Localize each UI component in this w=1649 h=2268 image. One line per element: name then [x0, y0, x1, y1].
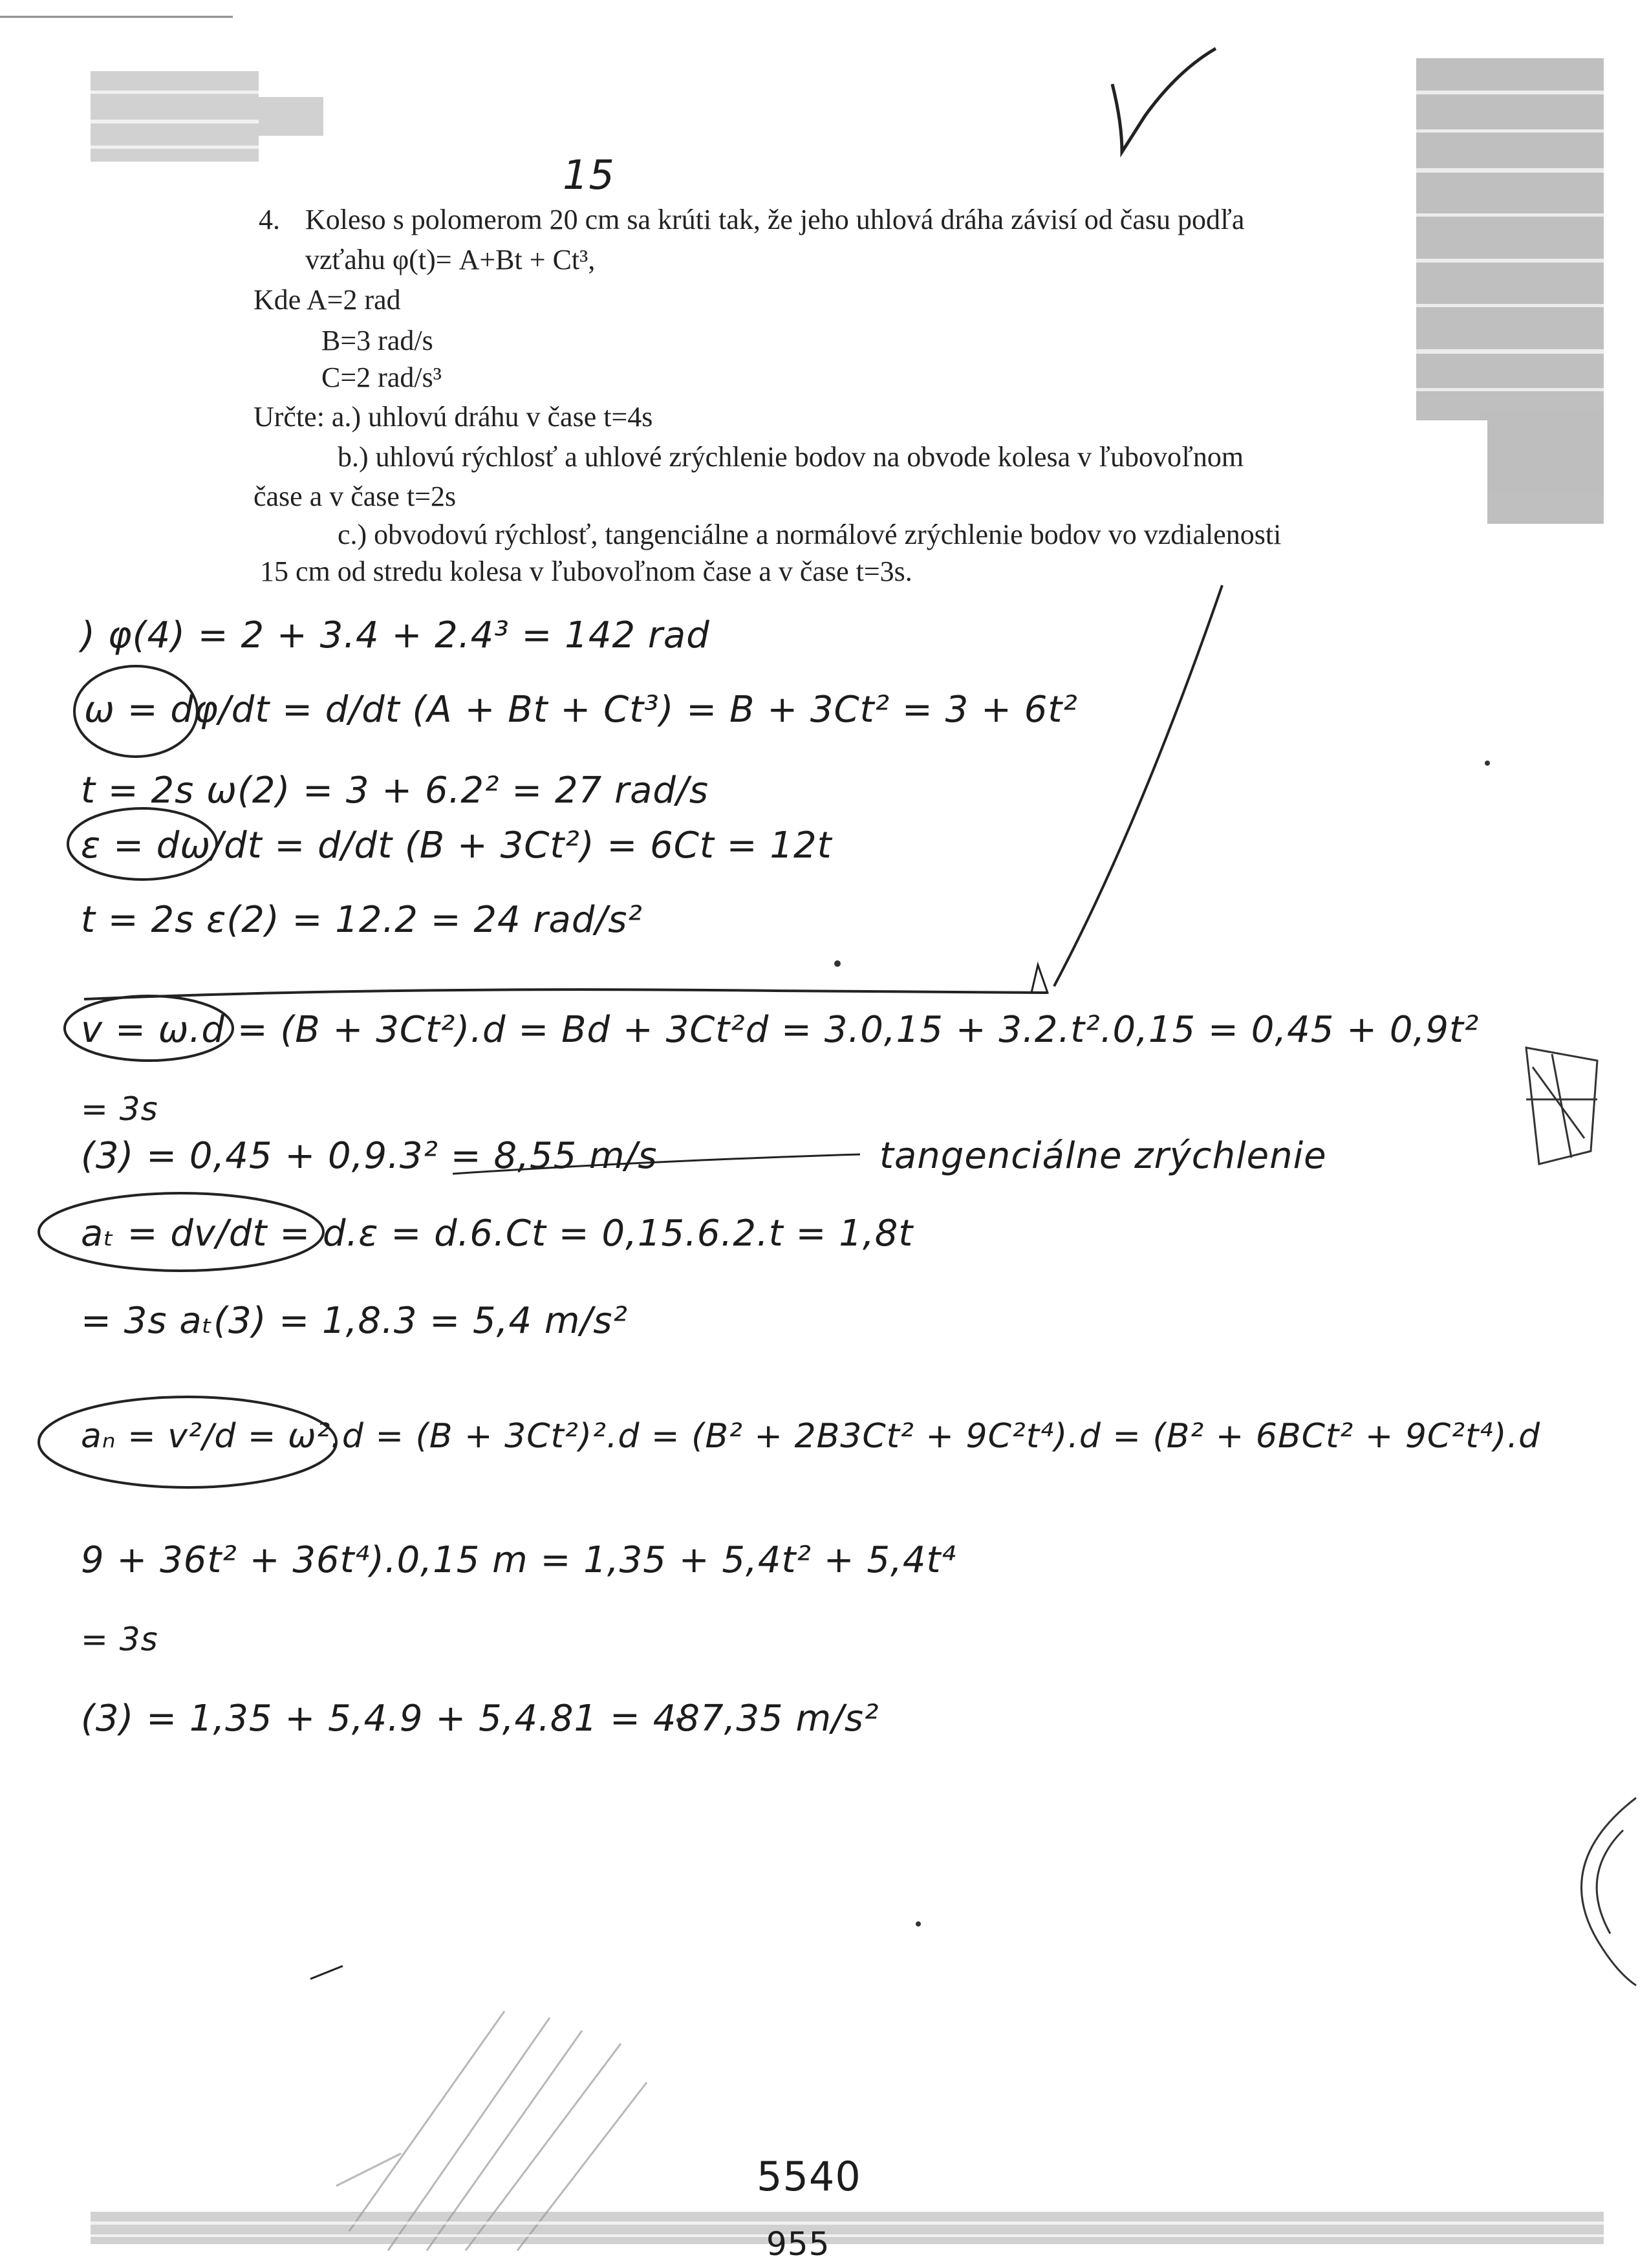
solution-angular-velocity: ω = dφ/dt = d/dt (A + Bt + Ct³) = B + 3Ct² = 3 + 6t²	[84, 689, 1078, 731]
problem-line-2: vzťahu φ(t)= A+Bt + Ct³,	[305, 244, 596, 275]
problem-number-handwritten: 15	[563, 151, 615, 199]
given-b: B=3 rad/s	[321, 325, 433, 356]
footer-number: 5540	[757, 2153, 861, 2200]
solution-angular-acceleration: ε = dω/dt = d/dt (B + 3Ct²) = 6Ct = 12t	[81, 825, 832, 867]
task-b-line-1: b.) uhlovú rýchlosť a uhlové zrýchlenie bodov na obvode kolesa v ľubovoľnom	[338, 441, 1244, 473]
solution-time-3s-a: = 3s	[81, 1090, 158, 1128]
task-c-line-2: 15 cm od stredu kolesa v ľubovoľnom čase a v čase t=3s.	[260, 556, 912, 587]
solution-tangential-acceleration: aₜ = dv/dt = d.ε = d.6.Ct = 0,15.6.2.t = 1,8t	[81, 1213, 914, 1255]
problem-line-1: Koleso s polomerom 20 cm sa krúti tak, že jeho uhlová dráha závisí od času podľa	[305, 204, 1245, 235]
solution-angular-path: ) φ(4) = 2 + 3.4 + 2.4³ = 142 rad	[81, 614, 710, 656]
solution-note-tangential: tangenciálne zrýchlenie	[879, 1135, 1327, 1177]
solution-angular-velocity-t2: t = 2s ω(2) = 3 + 6.2² = 27 rad/s	[81, 770, 709, 812]
solution-tangential-acceleration-t3: = 3s aₜ(3) = 1,8.3 = 5,4 m/s²	[81, 1300, 628, 1342]
solution-peripheral-velocity: v = ω.d = (B + 3Ct²).d = Bd + 3Ct²d = 3.0,15 + 3.2.t².0,15 = 0,45 + 0,9t²	[81, 1009, 1480, 1051]
footer-number-2: 955	[766, 2225, 830, 2263]
task-b-line-2: čase a v čase t=2s	[253, 481, 457, 512]
given-c: C=2 rad/s³	[321, 362, 442, 393]
task-c-line-1: c.) obvodovú rýchlosť, tangenciálne a normálové zrýchlenie bodov vo vzdialenosti	[338, 519, 1282, 550]
task-a: Určte: a.) uhlovú dráhu v čase t=4s	[253, 401, 653, 433]
solution-normal-acceleration: aₙ = v²/d = ω².d = (B + 3Ct²)².d = (B² + 2B3Ct² + 9C²t⁴).d = (B² + 6BCt² + 9C²t⁴).d	[81, 1417, 1541, 1456]
solution-peripheral-velocity-t3: (3) = 0,45 + 0,9.3² = 8,55 m/s	[81, 1135, 658, 1177]
solution-time-3s-b: = 3s	[81, 1621, 158, 1658]
solution-normal-acceleration-t3: (3) = 1,35 + 5,4.9 + 5,4.81 = 487,35 m/s²	[81, 1698, 879, 1740]
solution-angular-acceleration-t2: t = 2s ε(2) = 12.2 = 24 rad/s²	[81, 899, 643, 941]
problem-number: 4.	[259, 204, 280, 235]
given-a: Kde A=2 rad	[253, 284, 401, 316]
solution-normal-acceleration-expanded: 9 + 36t² + 36t⁴).0,15 m = 1,35 + 5,4t² + 5,4t⁴	[81, 1539, 956, 1581]
